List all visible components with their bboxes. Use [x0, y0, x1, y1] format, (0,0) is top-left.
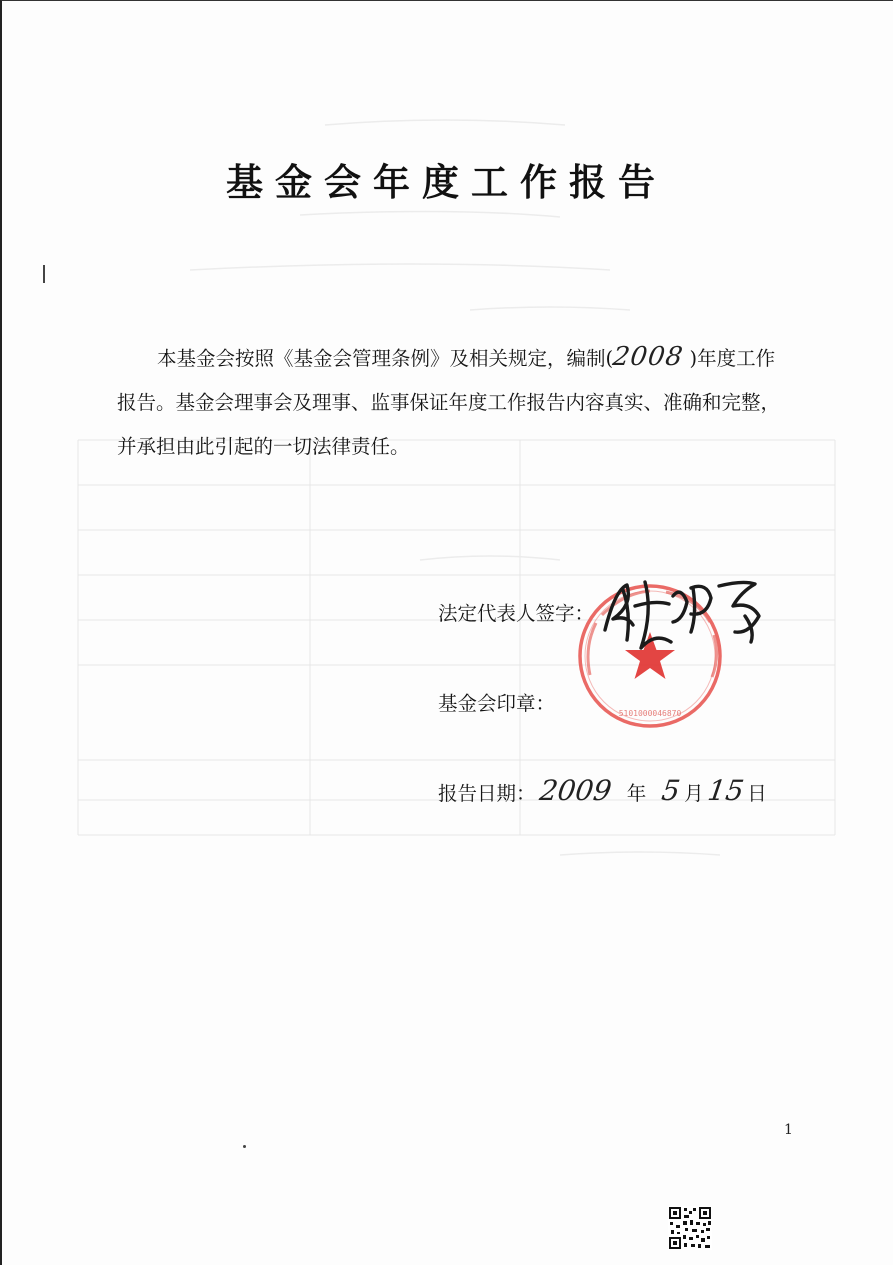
report-date-label: 报告日期： [438, 782, 536, 805]
report-date-row [438, 774, 767, 807]
date-day-handwritten: 15 [705, 774, 746, 807]
declaration-paragraph [117, 335, 782, 469]
report-year-handwritten: 2008 [611, 342, 686, 372]
qr-code-icon [668, 1206, 712, 1250]
date-month-handwritten: 5 [659, 774, 683, 807]
official-seal-icon [574, 580, 726, 732]
month-unit: 月 [684, 782, 704, 805]
seal-serial: 5101000046870 [618, 709, 682, 718]
paragraph-text-post: )年度工作报告。基金会理事会及理事、监事保证年度工作报告内容真实、准确和完整，并承担由此引起的一切法律责任。 [117, 347, 781, 458]
margin-mark [43, 265, 45, 283]
foundation-seal-label: 基金会印章： [438, 692, 556, 715]
speck-mark [243, 1145, 246, 1148]
page-title: 基金会年度工作报告 [226, 161, 667, 204]
seal-star [625, 632, 675, 679]
day-unit: 日 [747, 782, 767, 805]
date-year-handwritten: 2009 [537, 774, 614, 807]
legal-rep-signature-label: 法定代表人签字： [438, 602, 595, 625]
page-number: 1 [784, 1122, 793, 1138]
year-unit: 年 [626, 782, 647, 805]
paragraph-text-pre: 本基金会按照《基金会管理条例》及相关规定，编制( [157, 347, 614, 370]
